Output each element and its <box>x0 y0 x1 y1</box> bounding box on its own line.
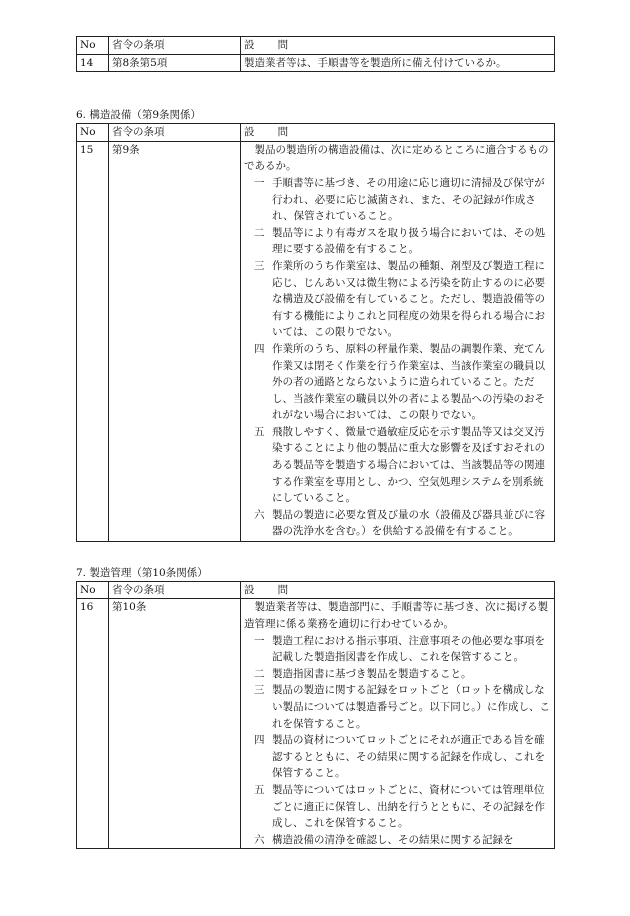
question-intro: 製品の製造所の構造設備は、次に定めるところに適合するものであるか。 <box>244 143 549 173</box>
item-number: 四 <box>254 342 265 355</box>
item-number: 五 <box>254 783 265 796</box>
item-text: 手順書等に基づき、その用途に応じ適切に清掃及び保守が行われ、必要に応じ滅菌され、また、その記録が作成され、保管されていること。 <box>272 176 545 223</box>
list-item <box>244 341 551 424</box>
item-text: 構造設備の清浄を確認し、その結果に関する記録を <box>272 833 514 846</box>
row-article: 第10条 <box>109 599 241 849</box>
list-item <box>244 507 551 540</box>
item-text: 製品等についてはロットごとに、資材については管理単位ごとに適正に保管し、出納を行うとともに、その記録を作成し、これを保管すること。 <box>272 783 545 830</box>
header-no: No <box>77 581 109 599</box>
item-number: 三 <box>254 259 265 272</box>
question-intro: 製造業者等は、製造部門に、手順書等に基づき、次に掲げる製造管理に係る業務を適切に行わせているか。 <box>244 601 549 630</box>
item-text: 飛散しやすく、微量で過敏症反応を示す製品等又は交叉汚染することにより他の製品に重大な影響を及ぼすおそれのある製品等を製造する場合においては、当該製品等の関連する作業室を専用とし、かつ、空気処理システムを別系統にしていること。 <box>272 425 545 505</box>
item-text: 作業所のうち作業室は、製品の種類、剤型及び製造工程に応じ、じんあい又は微生物による汚染を防止するのに必要な構造及び設備を有していること。ただし、製造設備等の有する機能によりこれと同程度の効果を得られる場合においては、この限りでない。 <box>272 259 545 339</box>
row-article: 第9条 <box>109 141 241 541</box>
requirement-list <box>244 175 551 540</box>
header-article: 省令の条項 <box>109 124 241 142</box>
header-no: No <box>77 124 109 142</box>
item-text: 製品等により有毒ガスを取り扱う場合においては、その処理に要する設備を有すること。 <box>272 226 545 256</box>
item-text: 作業所のうち、原料の秤量作業、製品の調製作業、充てん作業又は閉そく作業を行う作業室は、当該作業室の職員以外の者の通路とならないように造られていること。ただし、当該作業室の職員以外の者による製品への汚染のおそれがない場合においては、この限りでない。 <box>272 342 545 422</box>
item-number: 一 <box>254 176 265 189</box>
row-question <box>241 141 555 541</box>
list-item <box>244 666 551 683</box>
item-number: 二 <box>254 667 265 680</box>
item-text: 製造工程における指示事項、注意事項その他必要な事項を記載した製造指図書を作成し、これを保管すること。 <box>272 634 545 664</box>
item-number: 二 <box>254 226 265 239</box>
header-question: 設 問 <box>241 581 555 599</box>
row-question <box>241 599 555 849</box>
list-item <box>244 633 551 666</box>
list-item <box>244 682 551 732</box>
question-table-7 <box>76 581 555 850</box>
list-item <box>244 424 551 507</box>
section-title-6: 6. 構造設備（第9条関係） <box>76 109 202 122</box>
row-question: 製造業者等は、手順書等を製造所に備え付けているか。 <box>241 54 555 72</box>
list-item <box>244 832 551 849</box>
row-no: 16 <box>77 599 109 849</box>
question-table-1 <box>76 36 555 72</box>
header-question: 設 問 <box>241 124 555 142</box>
list-item <box>244 782 551 832</box>
row-article: 第8条第5項 <box>109 54 241 72</box>
header-question: 設 問 <box>241 37 555 55</box>
table-header-row <box>77 581 555 599</box>
item-number: 六 <box>254 508 265 521</box>
item-text: 製品の製造に関する記録をロットごと（ロットを構成しない製品については製造番号ごと。以下同じ。）に作成し、これを保管すること。 <box>272 684 551 730</box>
section-title-7: 7. 製造管理（第10条関係） <box>76 566 208 579</box>
list-item <box>244 175 551 225</box>
table-header-row <box>77 124 555 142</box>
list-item <box>244 732 551 782</box>
row-no: 14 <box>77 54 109 72</box>
item-number: 三 <box>254 684 265 697</box>
table-row <box>77 141 555 541</box>
item-number: 六 <box>254 833 265 846</box>
table-row <box>77 599 555 849</box>
list-item <box>244 258 551 341</box>
item-number: 五 <box>254 425 265 438</box>
table-row <box>77 54 555 72</box>
item-number: 四 <box>254 734 265 747</box>
item-number: 一 <box>254 634 265 647</box>
document-page <box>76 36 554 849</box>
question-table-6 <box>76 123 555 542</box>
item-text: 製品の製造に必要な質及び量の水（設備及び器具並びに容器の洗浄水を含む。）を供給する設備を有すること。 <box>272 508 545 538</box>
list-item <box>244 225 551 258</box>
requirement-list <box>244 633 551 849</box>
item-text: 製品の資材についてロットごとにそれが適正である旨を確認するとともに、その結果に関する記録を作成し、これを保管すること。 <box>272 734 545 780</box>
header-article: 省令の条項 <box>109 581 241 599</box>
header-no: No <box>77 37 109 55</box>
item-text: 製造指図書に基づき製品を製造すること。 <box>272 667 472 680</box>
header-article: 省令の条項 <box>109 37 241 55</box>
table-header-row <box>77 37 555 55</box>
row-no: 15 <box>77 141 109 541</box>
